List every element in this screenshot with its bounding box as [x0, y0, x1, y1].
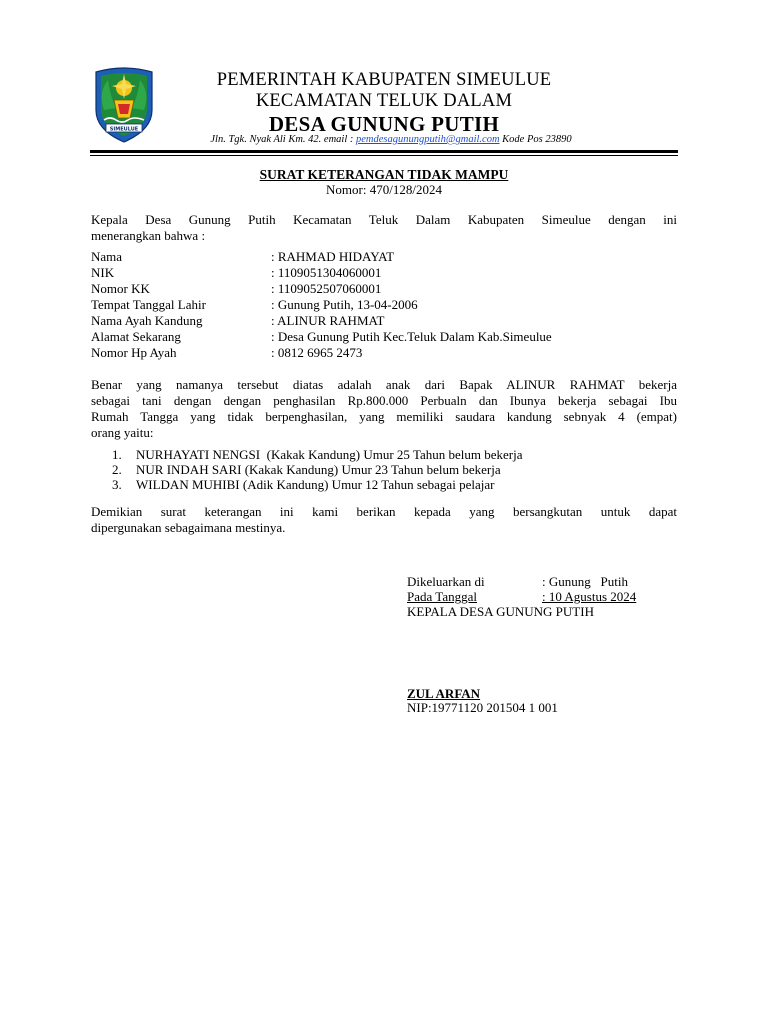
- identity-fields: [91, 249, 552, 361]
- list-number: 3.: [112, 477, 122, 492]
- signer-name: ZUL ARFAN: [407, 686, 481, 701]
- issued-row: [407, 574, 636, 589]
- field-value: : Gunung Putih, 13-04-2006: [271, 297, 418, 312]
- field-label: Nama Ayah Kandung: [91, 313, 203, 328]
- field-row: [91, 297, 552, 313]
- field-label: Nomor Hp Ayah: [91, 345, 177, 360]
- email-link[interactable]: pemdesagunungputih@gmail.com: [356, 134, 500, 145]
- body-line: Rumah Tangga yang tidak berpenghasilan, yang memiliki saudara kandung sebnyak 4 (empat): [91, 409, 677, 424]
- body-line: Benar yang namanya tersebut diatas adalah anak dari Bapak ALINUR RAHMAT bekerja: [91, 377, 677, 392]
- issued-value: : Gunung Putih: [542, 574, 628, 589]
- letter-title: SURAT KETERANGAN TIDAK MAMPU: [259, 167, 509, 182]
- field-value: : Desa Gunung Putih Kec.Teluk Dalam Kab.Simeulue: [271, 329, 552, 344]
- body-line: sebagai tani dengan dengan penghasilan Rp.800.000 Perbualn dan Ibunya bekerja sebagai Ibu: [91, 393, 677, 408]
- signer-position: KEPALA DESA GUNUNG PUTIH: [407, 604, 594, 619]
- list-number: 1.: [112, 447, 122, 462]
- date-label: Pada Tanggal: [407, 589, 477, 604]
- field-row: [91, 265, 552, 281]
- list-item: [112, 477, 523, 492]
- logo-ribbon-text: SIMEULUE: [109, 126, 139, 133]
- letterhead-divider-thin: [90, 155, 678, 156]
- regency-logo-icon: [88, 66, 160, 144]
- list-text: NUR INDAH SARI (Kakak Kandung) Umur 23 Tahun belum bekerja: [136, 462, 501, 477]
- list-text: WILDAN MUHIBI (Adik Kandung) Umur 12 Tahun sebagai pelajar: [136, 477, 495, 492]
- body-paragraph: [91, 377, 677, 441]
- body-line: orang yaitu:: [91, 425, 154, 440]
- signature-block: [407, 574, 636, 619]
- field-row: [91, 249, 552, 265]
- field-row: [91, 281, 552, 297]
- field-row: [91, 313, 552, 329]
- field-value: : 1109051304060001: [271, 265, 382, 280]
- field-value: : RAHMAD HIDAYAT: [271, 249, 395, 264]
- field-row: [91, 329, 552, 345]
- date-value: : 10 Agustus 2024: [542, 589, 637, 604]
- letterhead-village: DESA GUNUNG PUTIH: [268, 112, 500, 136]
- issued-label: Dikeluarkan di: [407, 574, 485, 589]
- field-value: : 0812 6965 2473: [271, 345, 363, 360]
- intro-line: Kepala Desa Gunung Putih Kecamatan Teluk Dalam Kabupaten Simeulue dengan ini: [91, 212, 677, 227]
- field-label: NIK: [91, 265, 115, 280]
- list-item: [112, 462, 523, 477]
- field-row: [91, 345, 552, 361]
- letterhead: [170, 70, 598, 136]
- closing-line: dipergunakan sebagaimana mestinya.: [91, 520, 286, 535]
- field-value: : ALINUR RAHMAT: [271, 313, 385, 328]
- letter-number: Nomor: 470/128/2024: [326, 182, 442, 197]
- field-label: Tempat Tanggal Lahir: [91, 297, 206, 312]
- address-suffix: Kode Pos 23890: [499, 134, 572, 145]
- letterhead-government: PEMERINTAH KABUPATEN SIMEULUE: [216, 70, 552, 90]
- letterhead-address: [168, 133, 614, 147]
- closing-line: Demikian surat keterangan ini kami berikan kepada yang bersangkutan untuk dapat: [91, 504, 677, 519]
- field-value: : 1109052507060001: [271, 281, 382, 296]
- signer-nip: NIP:19771120 201504 1 001: [407, 700, 558, 715]
- field-label: Nomor KK: [91, 281, 150, 296]
- address-prefix: Jln. Tgk. Nyak Ali Km. 42. email :: [210, 134, 357, 145]
- siblings-list: [112, 447, 523, 492]
- intro-line: menerangkan bahwa :: [91, 228, 206, 243]
- field-label: Nama: [91, 249, 123, 264]
- field-label: Alamat Sekarang: [91, 329, 181, 344]
- list-text: NURHAYATI NENGSI (Kakak Kandung) Umur 25 Tahun belum bekerja: [136, 447, 523, 462]
- intro-paragraph: [91, 212, 677, 244]
- list-item: [112, 447, 523, 462]
- list-number: 2.: [112, 462, 122, 477]
- date-row: [407, 589, 636, 604]
- closing-paragraph: [91, 504, 677, 536]
- letterhead-divider-thick: [90, 150, 678, 153]
- letterhead-district: KECAMATAN TELUK DALAM: [255, 91, 513, 111]
